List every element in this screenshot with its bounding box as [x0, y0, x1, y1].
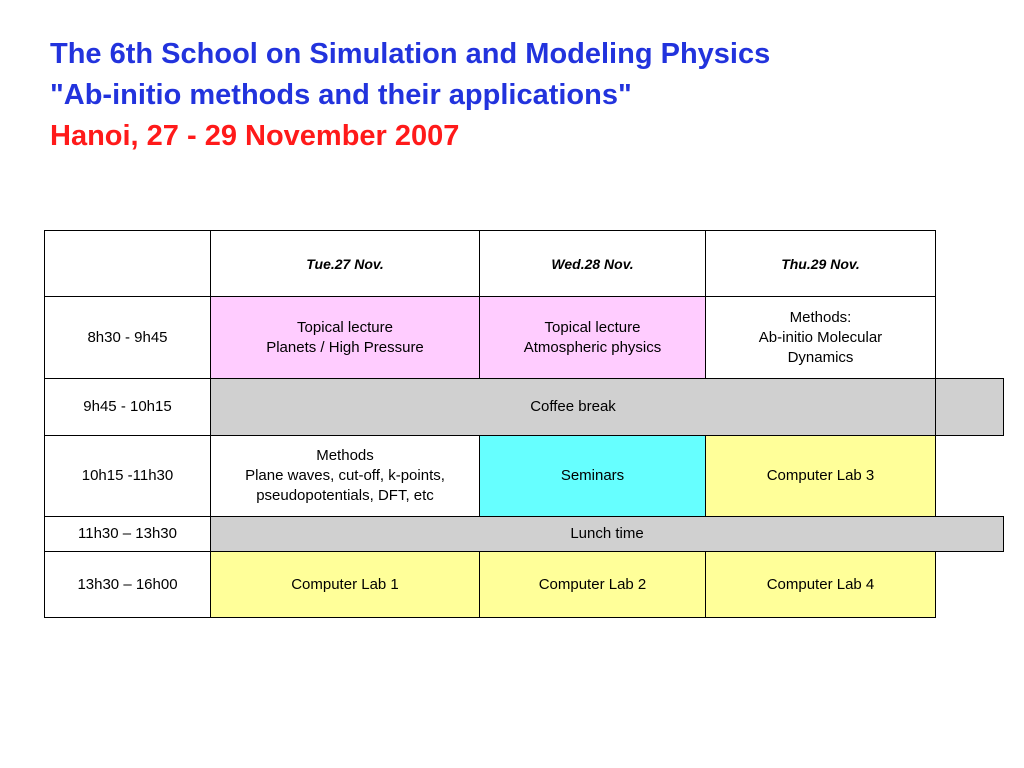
session-wed-row-1: Topical lecture Atmospheric physics: [479, 296, 706, 379]
header-day-thu: [705, 230, 936, 297]
header-day-wed-label: Wed.28 Nov.: [551, 255, 634, 272]
title-line-location-date: Hanoi, 27 - 29 November 2007: [50, 120, 460, 152]
header-day-tue-label: Tue.27 Nov.: [306, 255, 384, 272]
session-thu-row-1: Methods: Ab-initio Molecular Dynamics: [705, 296, 936, 379]
header-day-tue: [210, 230, 480, 297]
session-thu-row-3: Computer Lab 3: [705, 435, 936, 517]
time-cell-row-4: 11h30 – 13h30: [44, 516, 211, 552]
coffee-break-cell: Coffee break: [210, 378, 936, 436]
time-cell-row-1: 8h30 - 9h45: [44, 296, 211, 379]
time-cell-row-3: 10h15 -11h30: [44, 435, 211, 517]
header-day-wed: [479, 230, 706, 297]
session-wed-row-3: Seminars: [479, 435, 706, 517]
lunch-time-cell: Lunch time: [210, 516, 1004, 552]
time-cell-row-5: 13h30 – 16h00: [44, 551, 211, 618]
title-line-school: The 6th School on Simulation and Modeling Physics: [50, 38, 771, 70]
time-cell-row-2: 9h45 - 10h15: [44, 378, 211, 436]
session-tue-row-1: Topical lecture Planets / High Pressure: [210, 296, 480, 379]
session-wed-row-5: Computer Lab 2: [479, 551, 706, 618]
header-day-thu-label: Thu.29 Nov.: [781, 255, 860, 272]
header-corner-cell: [44, 230, 211, 297]
title-line-topic: "Ab-initio methods and their applications": [50, 79, 632, 111]
session-tue-row-3: Methods Plane waves, cut-off, k-points, pseudopotentials, DFT, etc: [210, 435, 480, 517]
slide-title: [50, 34, 770, 157]
coffee-break-overflow-cell: [935, 378, 1004, 436]
session-tue-row-5: Computer Lab 1: [210, 551, 480, 618]
session-thu-row-5: Computer Lab 4: [705, 551, 936, 618]
